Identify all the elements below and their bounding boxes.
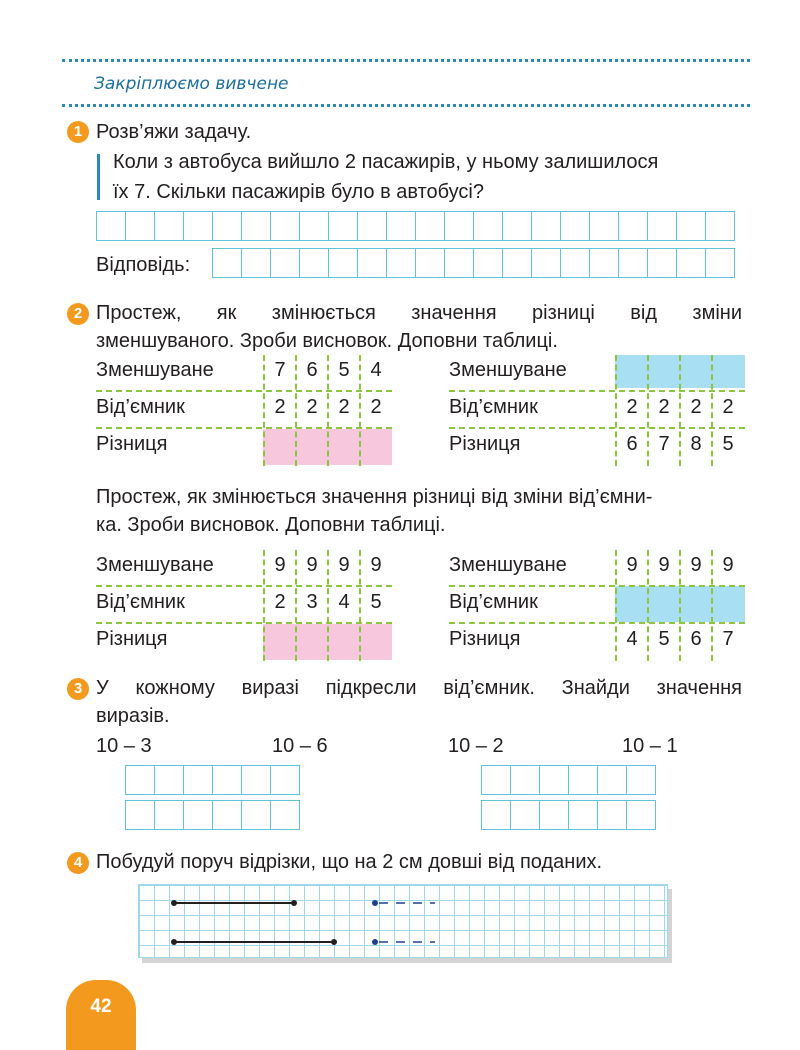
grid-cell[interactable]: [445, 212, 474, 240]
table-d-difference-value: 4: [626, 628, 638, 650]
expression-4: 10 – 1: [622, 735, 678, 757]
grid-cell[interactable]: [184, 212, 213, 240]
table-a-subtrahend-value: 2: [274, 396, 286, 418]
grid-cell[interactable]: [648, 212, 677, 240]
grid-cell[interactable]: [155, 212, 184, 240]
table-b-subtrahend-value: 2: [626, 396, 638, 418]
graph-paper[interactable]: [138, 884, 668, 958]
grid-cell[interactable]: [329, 249, 358, 277]
grid-cell[interactable]: [619, 249, 648, 277]
grid-cell[interactable]: [271, 212, 300, 240]
grid-cell[interactable]: [242, 212, 271, 240]
expression-1: 10 – 3: [96, 735, 152, 757]
grid-cell[interactable]: [677, 249, 706, 277]
table-a-col-divider: [359, 355, 361, 466]
grid-cell[interactable]: [213, 212, 242, 240]
expression-2: 10 – 6: [272, 735, 328, 757]
answer-box-left-top[interactable]: [125, 765, 300, 795]
task-2-line-1: Простеж, як змінюється значення різниці від зміни: [96, 302, 742, 324]
answer-label: Відповідь:: [96, 254, 191, 276]
bottom-dotted-rule: [62, 104, 750, 107]
table-a-minuend-value: 4: [370, 359, 382, 381]
table-c-minuend-value: 9: [338, 554, 350, 576]
grid-cell[interactable]: [590, 212, 619, 240]
table-c-difference-label: Різниця: [96, 628, 168, 650]
table-d-difference-value: 6: [690, 628, 702, 650]
table-b-difference-value: 6: [626, 433, 638, 455]
table-d-minuend-label: Зменшуване: [449, 554, 567, 576]
table-b-subtrahend-label: Від’ємник: [449, 396, 538, 418]
top-dotted-rule: [62, 59, 750, 62]
grid-cell[interactable]: [648, 249, 677, 277]
table-d-col-divider: [647, 550, 649, 661]
task-3-line-2: виразів.: [96, 705, 170, 727]
grid-cell[interactable]: [416, 212, 445, 240]
answer-grid[interactable]: [212, 248, 735, 278]
table-a-col-divider: [263, 355, 265, 466]
grid-cell[interactable]: [677, 212, 706, 240]
table-c-subtrahend-value: 3: [306, 591, 318, 613]
table-d-difference-label: Різниця: [449, 628, 521, 650]
grid-cell[interactable]: [590, 249, 619, 277]
table-b-subtrahend-value: 2: [722, 396, 734, 418]
grid-cell[interactable]: [300, 249, 329, 277]
grid-cell[interactable]: [126, 212, 155, 240]
grid-cell[interactable]: [387, 249, 416, 277]
task-3-number-badge: 3: [67, 678, 89, 700]
table-a-subtrahend-label: Від’ємник: [96, 396, 185, 418]
grid-cell[interactable]: [445, 249, 474, 277]
task-4-text: Побудуй поруч відрізки, що на 2 см довші від поданих.: [96, 851, 603, 873]
table-b-difference-value: 5: [722, 433, 734, 455]
grid-cell[interactable]: [503, 212, 532, 240]
task-2-line-2: зменшуваного. Зроби висновок. Доповни таблиці.: [96, 330, 558, 352]
table-b-minuend-label: Зменшуване: [449, 359, 567, 381]
table-d-row-divider: [449, 585, 745, 587]
grid-cell[interactable]: [706, 249, 735, 277]
solution-grid[interactable]: [96, 211, 735, 241]
table-c-row-divider: [96, 585, 392, 587]
task-2-paragraph-2-line-2: ка. Зроби висновок. Доповни таблиці.: [96, 514, 446, 536]
table-c-col-divider: [263, 550, 265, 661]
table-a-subtrahend-value: 2: [306, 396, 318, 418]
table-a-minuend-value: 7: [274, 359, 286, 381]
grid-cell[interactable]: [242, 249, 271, 277]
table-b-row-divider: [449, 390, 745, 392]
table-a-subtrahend-value: 2: [338, 396, 350, 418]
table-d-col-divider: [679, 550, 681, 661]
table-a-row-divider: [96, 427, 392, 429]
table-b-difference-value: 8: [690, 433, 702, 455]
table-a-col-divider: [327, 355, 329, 466]
table-a-row-divider: [96, 390, 392, 392]
section-title: Закріплюємо вивчене: [94, 74, 289, 94]
grid-cell[interactable]: [300, 212, 329, 240]
segment-2-start-point: [171, 939, 177, 945]
grid-cell[interactable]: [474, 212, 503, 240]
task-3-line-1: У кожному виразі підкресли від’ємник. Знайди значення: [96, 677, 742, 699]
table-c: [96, 550, 392, 661]
table-a-subtrahend-value: 2: [370, 396, 382, 418]
grid-cell[interactable]: [532, 249, 561, 277]
page-number: 42: [90, 996, 112, 1017]
problem-accent-bar: [97, 154, 100, 200]
table-b-difference-value: 7: [658, 433, 670, 455]
new-segment-1-start-point: [372, 900, 378, 906]
table-c-subtrahend-label: Від’ємник: [96, 591, 185, 613]
table-b-col-divider: [647, 355, 649, 466]
table-c-minuend-value: 9: [306, 554, 318, 576]
table-a-difference-label: Різниця: [96, 433, 168, 455]
grid-cell[interactable]: [532, 212, 561, 240]
grid-cell[interactable]: [358, 212, 387, 240]
segment-1-start-point: [171, 900, 177, 906]
grid-cell[interactable]: [271, 249, 300, 277]
segment-2-end-point: [331, 939, 337, 945]
table-a-minuend-value: 5: [338, 359, 350, 381]
table-d-minuend-value: 9: [722, 554, 734, 576]
grid-cell[interactable]: [503, 249, 532, 277]
task-4-number-badge: 4: [67, 852, 89, 874]
table-d-col-divider: [615, 550, 617, 661]
expression-3: 10 – 2: [448, 735, 504, 757]
table-c-minuend-value: 9: [370, 554, 382, 576]
answer-box-right-top[interactable]: [481, 765, 656, 795]
table-b-difference-label: Різниця: [449, 433, 521, 455]
table-c-subtrahend-value: 2: [274, 591, 286, 613]
table-b-subtrahend-value: 2: [690, 396, 702, 418]
grid-cell[interactable]: [619, 212, 648, 240]
new-segment-2-start-point: [372, 939, 378, 945]
grid-cell[interactable]: [561, 212, 590, 240]
task-2-paragraph-2-line-1: Простеж, як змінюється значення різниці від зміни від’ємни-: [96, 486, 653, 508]
table-c-col-divider: [295, 550, 297, 661]
table-b-col-divider: [711, 355, 713, 466]
answer-box-right-bottom[interactable]: [481, 800, 656, 830]
grid-cell[interactable]: [329, 212, 358, 240]
grid-cell[interactable]: [358, 249, 387, 277]
table-d-difference-value: 5: [658, 628, 670, 650]
grid-cell[interactable]: [474, 249, 503, 277]
table-d: [449, 550, 745, 661]
table-c-minuend-value: 9: [274, 554, 286, 576]
table-c-col-divider: [359, 550, 361, 661]
table-b-subtrahend-value: 2: [658, 396, 670, 418]
task-1-number-badge: 1: [67, 121, 89, 143]
table-b-row-divider: [449, 427, 745, 429]
table-a: [96, 355, 392, 466]
grid-cell[interactable]: [416, 249, 445, 277]
table-d-col-divider: [711, 550, 713, 661]
table-a-minuend-value: 6: [306, 359, 318, 381]
task-2-number-badge: 2: [67, 303, 89, 325]
grid-cell[interactable]: [561, 249, 590, 277]
grid-cell[interactable]: [97, 212, 126, 240]
table-d-minuend-value: 9: [690, 554, 702, 576]
table-a-col-divider: [295, 355, 297, 466]
table-b: [449, 355, 745, 466]
table-c-col-divider: [327, 550, 329, 661]
task-1-problem-line-1: Коли з автобуса вийшло 2 пасажирів, у ньому залишилося: [113, 151, 659, 173]
grid-cell[interactable]: [387, 212, 416, 240]
task-1-problem-line-2: їх 7. Скільки пасажирів було в автобусі?: [113, 181, 484, 203]
table-a-minuend-label: Зменшуване: [96, 359, 214, 381]
task-1-heading: Розв’яжи задачу.: [96, 121, 252, 143]
table-c-row-divider: [96, 622, 392, 624]
table-d-row-divider: [449, 622, 745, 624]
table-b-col-divider: [615, 355, 617, 466]
table-c-minuend-label: Зменшуване: [96, 554, 214, 576]
table-d-minuend-value: 9: [626, 554, 638, 576]
segment-1-end-point: [291, 900, 297, 906]
table-d-subtrahend-label: Від’ємник: [449, 591, 538, 613]
table-c-subtrahend-value: 5: [370, 591, 382, 613]
table-d-difference-value: 7: [722, 628, 734, 650]
table-b-col-divider: [679, 355, 681, 466]
table-d-minuend-value: 9: [658, 554, 670, 576]
table-c-subtrahend-value: 4: [338, 591, 350, 613]
segments-drawing: [139, 885, 667, 957]
grid-cell[interactable]: [213, 249, 242, 277]
grid-cell[interactable]: [706, 212, 735, 240]
answer-box-left-bottom[interactable]: [125, 800, 300, 830]
